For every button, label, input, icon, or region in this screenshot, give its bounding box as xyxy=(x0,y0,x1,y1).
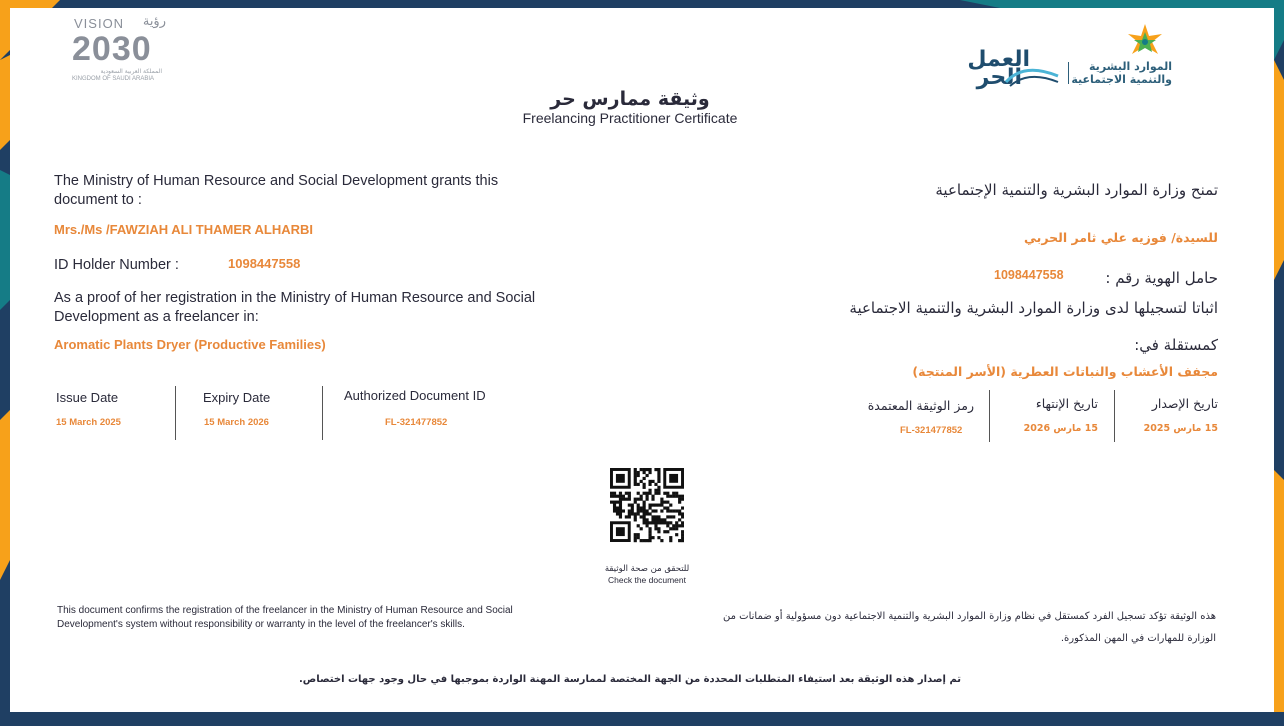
issue-date-label-en: Issue Date xyxy=(56,390,119,405)
id-value-ar: 1098447558 xyxy=(994,268,1064,282)
ministry-logo xyxy=(1070,18,1190,88)
certificate-paper xyxy=(10,8,1274,712)
holder-name-en: Mrs./Ms /FAWZIAH ALI THAMER ALHARBI xyxy=(54,222,314,237)
vision-word: VISION xyxy=(74,16,125,31)
wave-icon xyxy=(1004,58,1060,88)
doc-id-value-en: FL-321477852 xyxy=(385,417,448,428)
qr-caption-ar: للتحقق من صحة الوثيقة xyxy=(604,564,690,574)
vision-2030-logo xyxy=(70,14,180,86)
amal-line1: العمل xyxy=(967,47,1030,72)
grant-text-ar: تمنح وزارة الموارد البشرية والتنمية الإجتماعية xyxy=(935,181,1218,199)
footer-disclaimer-en: This document confirms the registration of the freelancer in the Ministry of Human Resource and Social Development's system without responsibility or warranty in the level of the freelancer's skills. xyxy=(57,605,513,630)
amal-line2: الحر xyxy=(976,65,1022,90)
expiry-date-label-en: Expiry Date xyxy=(203,390,271,405)
footer-disclaimer-ar-line2: الوزارة للمهارات في المهن المذكورة. xyxy=(1060,633,1216,644)
qr-caption-en: Check the document xyxy=(608,575,686,585)
as-freelancer-ar: كمستقلة في: xyxy=(1134,336,1218,354)
grant-text-en: The Ministry of Human Resource and Social Development grants this document to : xyxy=(54,173,499,208)
title-ar: وثيقة ممارس حر xyxy=(550,88,710,110)
date-separator xyxy=(322,386,323,440)
vision-word-ar: رؤية xyxy=(142,14,166,29)
date-separator xyxy=(989,390,990,442)
bottom-note-ar: تم إصدار هذه الوثيقة بعد استيفاء المتطلبات المحددة من الجهة المختصة لممارسة المهنة الواردة بموجبها في حال وجود جهات اختصاص. xyxy=(298,674,962,685)
proof-text-ar: اثباتا لتسجيلها لدى وزارة الموارد البشرية والتنمية الاجتماعية xyxy=(849,299,1218,317)
issue-date-value-en: 15 March 2025 xyxy=(56,417,121,428)
id-value-en: 1098447558 xyxy=(228,256,301,271)
profession-en: Aromatic Plants Dryer (Productive Families) xyxy=(54,337,326,352)
expiry-date-label-ar: تاريخ الإنتهاء xyxy=(1035,396,1098,411)
vision-sub-en: KINGDOM OF SAUDI ARABIA xyxy=(72,76,155,82)
holder-name-ar: للسيدة/ فوزيه علي ثامر الحربي xyxy=(1024,230,1218,245)
logo-divider xyxy=(1068,62,1069,84)
ministry-logo-line1: الموارد البشرية xyxy=(1089,60,1172,73)
vision-sub-ar: المملكة العربية السعودية xyxy=(100,68,162,75)
vision-year: 2030 xyxy=(72,30,152,68)
footer-disclaimer-ar-line1: هذه الوثيقة تؤكد تسجيل الفرد كمستقل في نظام وزارة الموارد البشرية والتنمية الاجتماعية دون مسؤولية أو ضمانات من xyxy=(723,611,1216,622)
title-en: Freelancing Practitioner Certificate xyxy=(522,110,738,126)
doc-id-label-en: Authorized Document ID xyxy=(344,388,486,403)
date-separator xyxy=(175,386,176,440)
expiry-date-value-en: 15 March 2026 xyxy=(204,417,269,428)
issue-date-value-ar: 15 مارس 2025 xyxy=(1143,423,1218,434)
id-label-en: ID Holder Number : xyxy=(54,257,179,273)
amal-alhur-logo xyxy=(964,48,1060,94)
doc-id-value-ar: FL-321477852 xyxy=(900,425,963,436)
qr-code[interactable] xyxy=(610,468,684,544)
profession-ar: مجفف الأعشاب والنباتات العطرية (الأسر المنتجة) xyxy=(912,364,1218,379)
id-label-ar: حامل الهوية رقم : xyxy=(1105,269,1218,287)
palm-star-icon xyxy=(1122,22,1168,60)
issue-date-label-ar: تاريخ الإصدار xyxy=(1151,396,1218,411)
expiry-date-value-ar: 15 مارس 2026 xyxy=(1023,423,1098,434)
date-separator xyxy=(1114,390,1115,442)
ministry-logo-line2: والتنمية الاجتماعية xyxy=(1071,73,1172,86)
doc-id-label-ar: رمز الوثيقة المعتمدة xyxy=(867,398,974,413)
proof-text-en: As a proof of her registration in the Ministry of Human Resource and Social Development as a freelancer in: xyxy=(54,290,536,325)
